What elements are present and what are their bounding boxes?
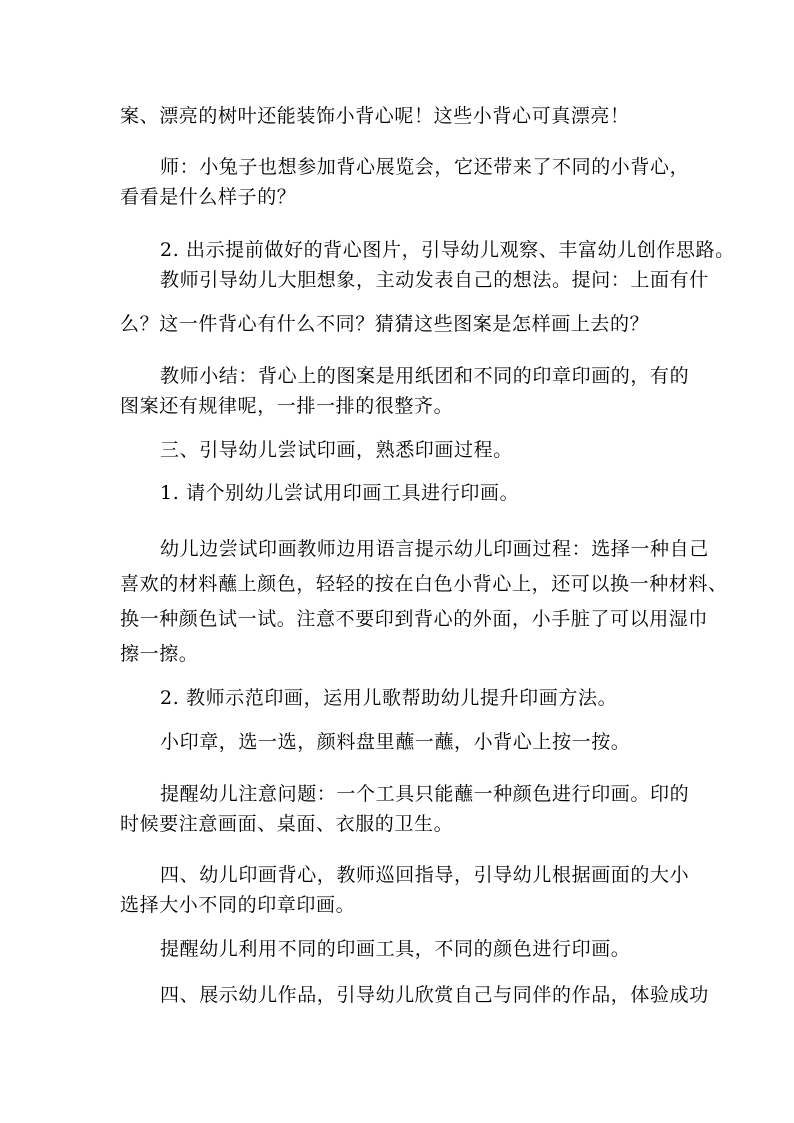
section-heading: 四、幼儿印画背心，教师巡回指导，引导幼儿根据画面的大小	[160, 864, 690, 886]
paragraph-line: 选择大小不同的印章印画。	[120, 894, 356, 916]
paragraph-line: 看看是什么样子的？	[120, 186, 297, 208]
paragraph-line: 教师引导幼儿大胆想象，主动发表自己的想法。提问：上面有什	[160, 269, 709, 291]
paragraph-line: 幼儿边尝试印画教师边用语言提示幼儿印画过程：选择一种自己	[160, 538, 709, 560]
section-heading: 三、引导幼儿尝试印画，熟悉印画过程。	[160, 439, 513, 461]
paragraph-line: 图案还有规律呢，一排一排的很整齐。	[120, 395, 454, 417]
paragraph-line: 喜欢的材料蘸上颜色，轻轻的按在白色小背心上，还可以换一种材料、	[120, 573, 728, 595]
paragraph-line: 师：小兔子也想参加背心展览会，它还带来了不同的小背心，	[160, 156, 690, 178]
paragraph-line: 小印章，选一选，颜料盘里蘸一蘸，小背心上按一按。	[160, 731, 631, 753]
paragraph-line: 擦一擦。	[120, 643, 199, 665]
paragraph-line: 提醒幼儿注意问题：一个工具只能蘸一种颜色进行印画。印的	[160, 783, 690, 805]
paragraph-line: 教师小结：背心上的图案是用纸团和不同的印章印画的，有的	[160, 365, 690, 387]
paragraph-line: 提醒幼儿利用不同的印画工具，不同的颜色进行印画。	[160, 938, 631, 960]
paragraph-line: 2. 出示提前做好的背心图片，引导幼儿观察、丰富幼儿创作思路。	[160, 239, 735, 261]
paragraph-line: 么？这一件背心有什么不同？猜猜这些图案是怎样画上去的？	[120, 313, 650, 335]
section-heading: 四、展示幼儿作品，引导幼儿欣赏自己与同伴的作品，体验成功	[160, 984, 709, 1006]
paragraph-line: 2. 教师示范印画，运用儿歌帮助幼儿提升印画方法。	[160, 687, 618, 709]
paragraph-line: 1. 请个别幼儿尝试用印画工具进行印画。	[160, 482, 520, 504]
paragraph-line: 换一种颜色试一试。注意不要印到背心的外面，小手脏了可以用湿巾	[120, 608, 709, 630]
paragraph-line: 案、漂亮的树叶还能装饰小背心呢！这些小背心可真漂亮！	[120, 105, 630, 127]
paragraph-line: 时候要注意画面、桌面、衣服的卫生。	[120, 813, 454, 835]
